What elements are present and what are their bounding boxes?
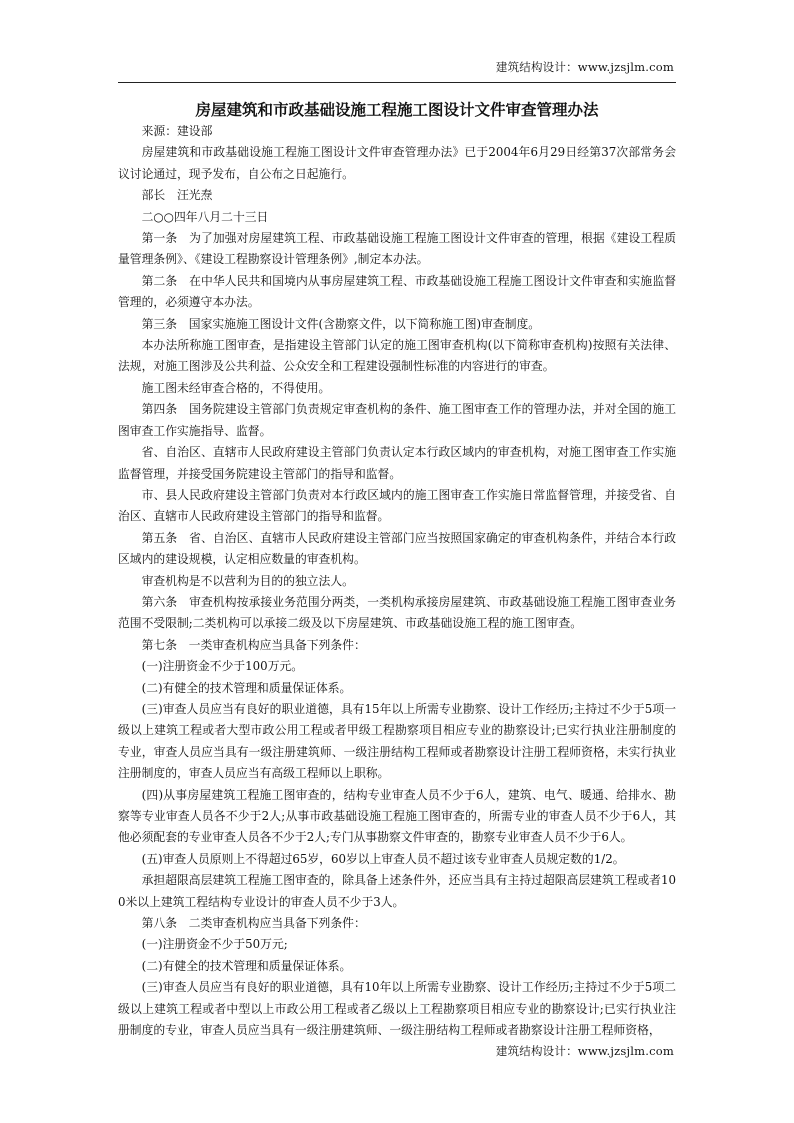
- article-7-item-3: (三)审查人员应当有良好的职业道德，具有15年以上所需专业勘察、设计工作经历;主持过不少于5项一级以上建筑工程或者大型市政公用工程或者甲级工程勘察项目相应专业的勘察设计;已实行执业注册制度的专业，审查人员应当具有一级注册建筑师、一级注册结构工程师或者勘察设计注册工程师资格，未实行执业注册制度的，审查人员应当有高级工程师以上职称。: [118, 701, 676, 781]
- article-7-item-2: (二)有健全的技术管理和质量保证体系。: [141, 680, 352, 695]
- document-title: 房屋建筑和市政基础设施工程施工图设计文件审查管理办法: [195, 100, 599, 119]
- article-5: 第五条 省、自治区、直辖市人民政府建设主管部门应当按照国家确定的审查机构条件，并结合本行政区域内的建设规模，认定相应数量的审查机构。: [118, 530, 676, 567]
- page-footer: 建筑结构设计：www.jzsjlm.com: [495, 1044, 674, 1058]
- article-8-item-1: (一)注册资金不少于50万元;: [141, 937, 288, 952]
- article-5-note: 审查机构是不以营利为目的的独立法人。: [141, 573, 354, 588]
- article-7-supplement: 承担超限高层建筑工程施工图审查的，除具备上述条件外，还应当具有主持过超限高层建筑工程或者100米以上建筑工程结构专业设计的审查人员不少于3人。: [118, 873, 676, 909]
- article-4-provincial: 省、自治区、直辖市人民政府建设主管部门负责认定本行政区域内的审查机构，对施工图审查工作实施监督管理，并接受国务院建设主管部门的指导和监督。: [118, 445, 676, 481]
- paragraph-signatory: 部长 汪光焘: [141, 188, 213, 203]
- article-4: 第四条 国务院建设主管部门负责规定审查机构的条件、施工图审查工作的管理办法，并对全国的施工图审查工作实施指导、监督。: [118, 402, 676, 438]
- article-7-item-1: (一)注册资金不少于100万元。: [141, 659, 304, 674]
- page-header: 建筑结构设计：www.jzsjlm.com: [495, 60, 674, 74]
- article-7: 第七条 一类审查机构应当具备下列条件：: [141, 637, 366, 652]
- article-4-municipal: 市、县人民政府建设主管部门负责对本行政区域内的施工图审查工作实施日常监督管理，并接受省、自治区、直辖市人民政府建设主管部门的指导和监督。: [118, 487, 676, 524]
- article-7-item-5: (五)审查人员原则上不得超过65岁，60岁以上审查人员不超过该专业审查人员规定数的1/2。: [141, 851, 625, 866]
- article-6: 第六条 审查机构按承接业务范围分两类，一类机构承接房屋建筑、市政基础设施工程施工图审查业务范围不受限制;二类机构可以承接二级及以下房屋建筑、市政基础设施工程的施工图审查。: [118, 594, 676, 631]
- paragraph-date: 二○○四年八月二十三日: [141, 209, 269, 224]
- article-3-note: 施工图未经审查合格的，不得使用。: [141, 380, 331, 395]
- article-8: 第八条 二类审查机构应当具备下列条件：: [141, 916, 366, 931]
- paragraph-source: 来源：建设部: [141, 124, 213, 138]
- header-divider: [118, 82, 676, 83]
- article-7-item-4: (四)从事房屋建筑工程施工图审查的，结构专业审查人员不少于6人，建筑、电气、暖通、给排水、勘察等专业审查人员各不少于2人;从事市政基础设施工程施工图审查的，所需专业的审查人员不少于6人，其他必须配套的专业审查人员各不少于2人;专门从事勘察文件审查的，勘察专业审查人员不少于6人。: [118, 787, 676, 845]
- paragraph-promulgation: 房屋建筑和市政基础设施工程施工图设计文件审查管理办法》已于2004年6月29日经第37次部常务会议讨论通过，现予发布，自公布之日起施行。: [118, 145, 676, 181]
- article-3: 第三条 国家实施施工图设计文件(含勘察文件，以下简称施工图)审查制度。: [141, 316, 541, 331]
- article-8-item-2: (二)有健全的技术管理和质量保证体系。: [141, 958, 352, 973]
- article-1: 第一条 为了加强对房屋建筑工程、市政基础设施工程施工图设计文件审查的管理，根据《建设工程质量管理条例》、《建设工程勘察设计管理条例》,制定本办法。: [118, 231, 676, 267]
- article-2: 第二条 在中华人民共和国境内从事房屋建筑工程、市政基础设施工程施工图设计文件审查和实施监督管理的，必须遵守本办法。: [118, 273, 676, 310]
- article-3-definition: 本办法所称施工图审查，是指建设主管部门认定的施工图审查机构(以下简称审查机构)按照有关法律、法规，对施工图涉及公共利益、公众安全和工程建设强制性标准的内容进行的审查。: [118, 338, 676, 374]
- article-8-item-3: (三)审查人员应当有良好的职业道德，具有10年以上所需专业勘察、设计工作经历;主持过不少于5项二级以上建筑工程或者中型以上市政公用工程或者乙级以上工程勘察项目相应专业的勘察设计;已实行执业注册制度的专业，审查人员应当具有一级注册建筑师、一级注册结构工程师或者勘察设计注册工程师资格，: [118, 980, 676, 1038]
- document-body: [118, 121, 676, 1041]
